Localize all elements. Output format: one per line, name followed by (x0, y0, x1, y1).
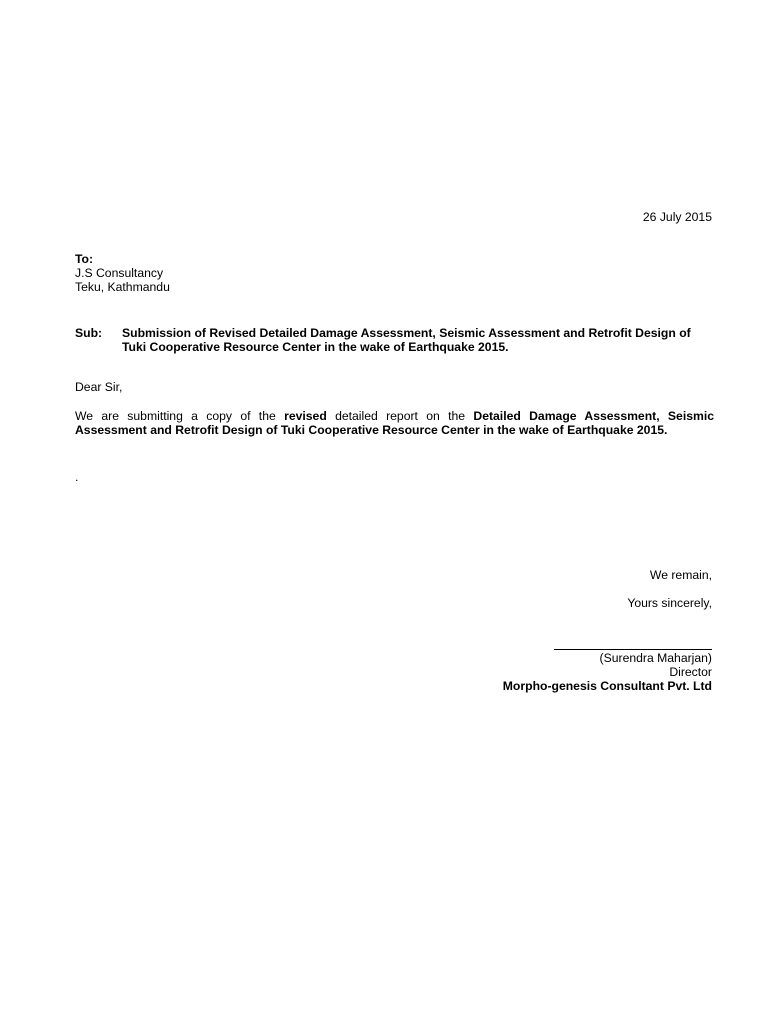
subject-label: Sub: (75, 326, 103, 340)
recipient-label: To: (75, 252, 94, 266)
signer-company: Morpho-genesis Consultant Pvt. Ltd (502, 679, 712, 693)
signer-title: Director (669, 665, 712, 679)
closing-line-2: Yours sincerely, (627, 596, 712, 610)
body-bold-revised: revised (284, 409, 327, 423)
recipient-name: J.S Consultancy (75, 266, 164, 280)
body-paragraph (75, 409, 714, 437)
signer-name: (Surendra Maharjan) (599, 651, 712, 665)
body-text-2: detailed report on the (326, 409, 474, 423)
body-text-1: We are submitting a copy of the (75, 409, 285, 423)
recipient-address: Teku, Kathmandu (75, 280, 170, 294)
trailing-mark: . (75, 470, 79, 484)
signature-line (554, 637, 712, 650)
salutation: Dear Sir, (75, 380, 123, 394)
subject-text: Submission of Revised Detailed Damage Assessment, Seismic Assessment and Retrofit Design of Tuki Cooperative Resource Center in the wake of Earthquake 2015. (122, 326, 691, 354)
letter-date: 26 July 2015 (642, 210, 712, 224)
closing-line-1: We remain, (649, 568, 712, 582)
body-bold-report-title: Detailed Damage Assessment, Seismic Assessment and Retrofit Design of Tuki Cooperative Resource Center in the wake of Earthquake 2015. (75, 409, 714, 437)
